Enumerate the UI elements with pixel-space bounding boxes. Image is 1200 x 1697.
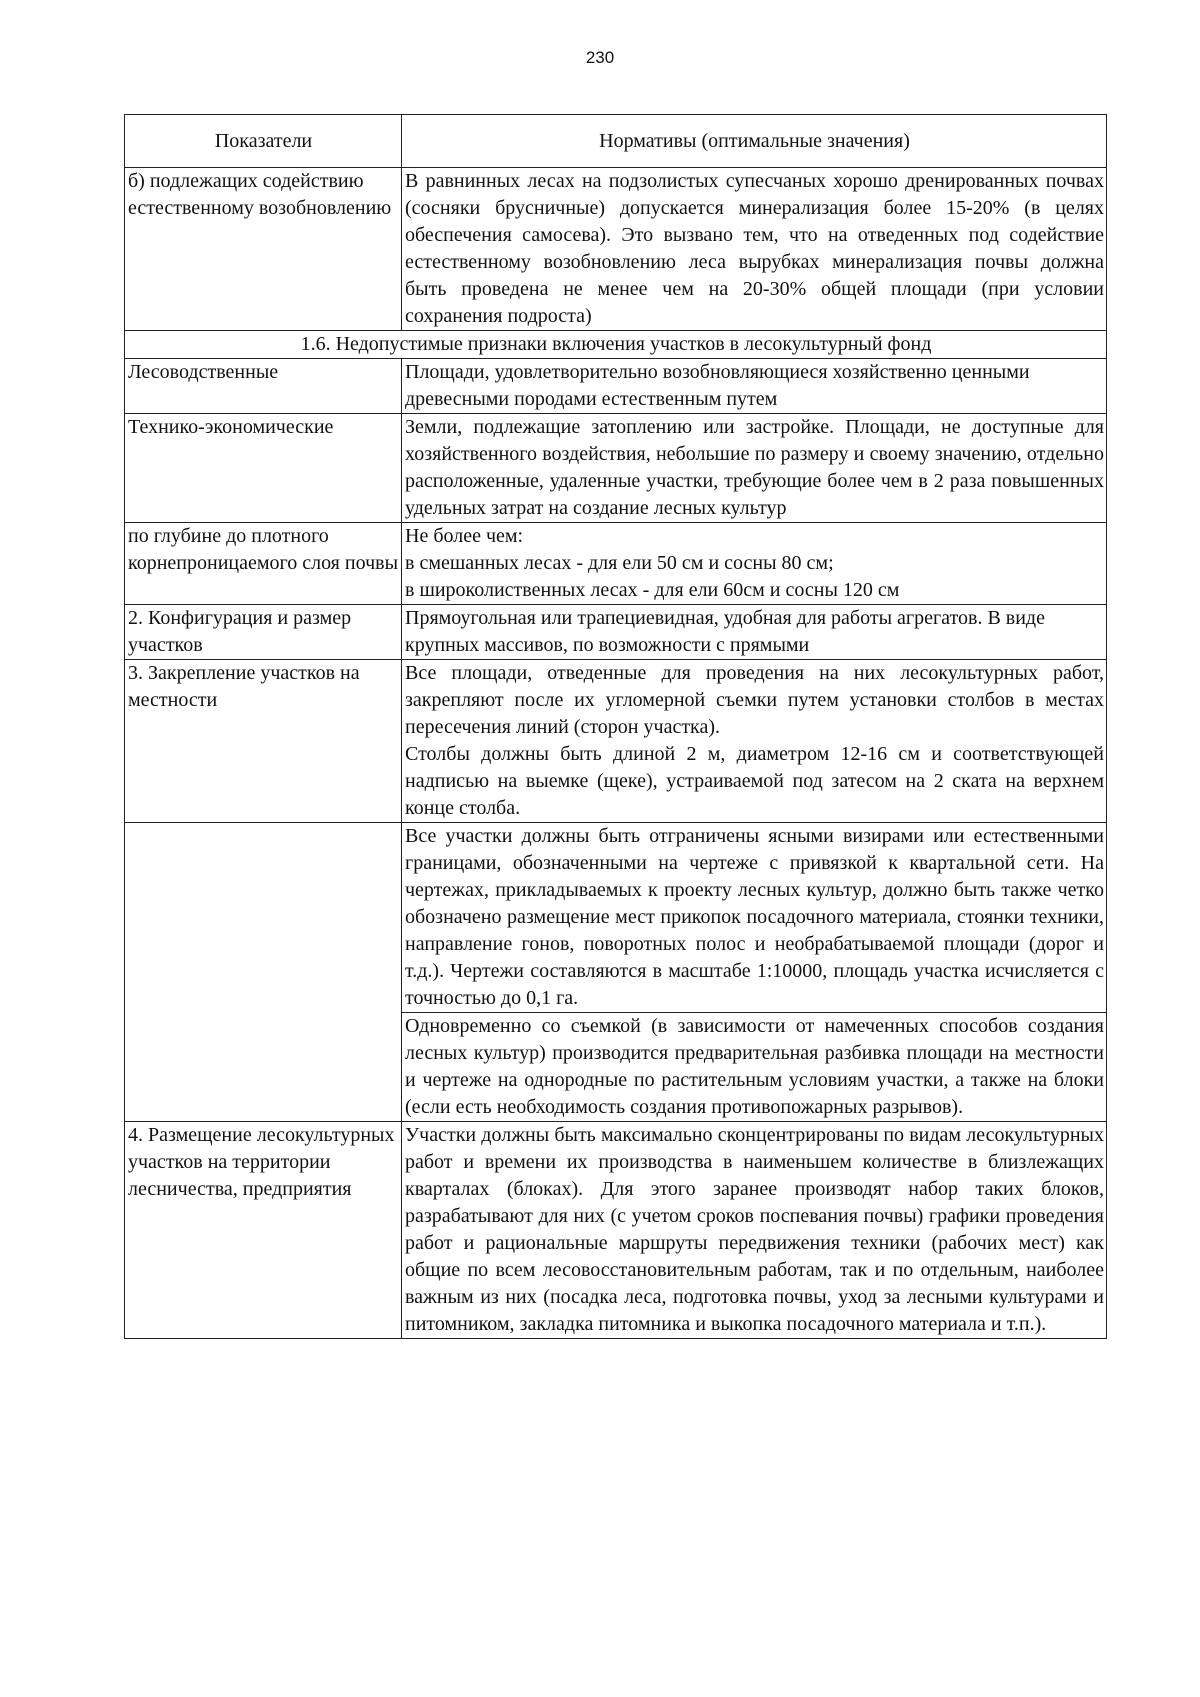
norm-paragraph: Столбы должны быть длиной 2 м, диаметром 12-16 см и соответствующей надписью на выемке (щеке), устраиваемой под затесом на 2 ската на верхнем конце столба. [405,743,1104,819]
page-number: 230 [585,48,615,67]
indicator-cell: 4. Размещение лесокультурных участков на территории лесничества, предприятия [125,1122,402,1339]
indicator-cell [125,823,402,1122]
norm-cell: В равнинных лесах на подзолистых супесчаных хорошо дренированных почвах (сосняки брусничные) допускается минерализация более 15-20% (в целях обеспечения самосева). Это вызвано тем, что на отведенных под содействие естественному возобновлению леса вырубках минерализация почвы должна быть проведена не менее чем на 20-30% общей площади (при условии сохранения подроста) [402,168,1107,331]
indicator-cell: Технико-экономические [125,414,402,523]
norms-table [124,114,1107,1339]
norm-cell [402,660,1107,823]
table-row [125,523,1107,605]
norm-cell: Площади, удовлетворительно возобновляющиеся хозяйственно ценными древесными породами естественным путем [402,359,1107,414]
norm-cell: Одновременно со съемкой (в зависимости от намеченных способов создания лесных культур) производится предварительная разбивка площади на местности и чертеже на однородные по растительным условиям участки, а также на блоки (если есть необходимость создания противопожарных разрывов). [402,1013,1107,1122]
norm-line: в смешанных лесах - для ели 50 см и сосны 80 см; [405,552,834,574]
table-row [125,168,1107,331]
section-row [125,331,1107,359]
section-heading: 1.6. Недопустимые признаки включения участков в лесокультурный фонд [125,331,1107,359]
indicator-cell: 2. Конфигурация и размер участков [125,605,402,660]
table-row [125,823,1107,1013]
table-row [125,414,1107,523]
indicator-cell: 3. Закрепление участков на местности [125,660,402,823]
table-row [125,605,1107,660]
norm-cell: Все участки должны быть отграничены ясными визирами или естественными границами, обозначенными на чертеже с привязкой к квартальной сети. На чертежах, прикладываемых к проекту лесных культур, должно быть также четко обозначено размещение мест прикопок посадочного материала, стоянки техники, направление гонов, поворотных полос и необрабатываемой площади (дорог и т.д.). Чертежи составляются в масштабе 1:10000, площадь участка исчисляется с точностью до 0,1 га. [402,823,1107,1013]
norm-cell [402,523,1107,605]
indicator-cell: Лесоводственные [125,359,402,414]
norm-line: Не более чем: [405,525,524,547]
column-header-indicators: Показатели [125,115,402,168]
table-row [125,359,1107,414]
norm-cell: Земли, подлежащие затоплению или застройке. Площади, не доступные для хозяйственного воздействия, небольшие по размеру и своему значению, отдельно расположенные, удаленные участки, требующие более чем в 2 раза повышенных удельных затрат на создание лесных культур [402,414,1107,523]
indicator-cell: по глубине до плотного корнепроницаемого слоя почвы [125,523,402,605]
table-row [125,1122,1107,1339]
norm-paragraph: Все площади, отведенные для проведения на них лесокультурных работ, закрепляют после их угломерной съемки путем установки столбов в местах пересечения линий (сторон участка). [405,662,1104,738]
column-header-norms: Нормативы (оптимальные значения) [402,115,1107,168]
table-header-row [125,115,1107,168]
norm-cell: Прямоугольная или трапециевидная, удобная для работы агрегатов. В виде крупных массивов, по возможности с прямыми [402,605,1107,660]
norm-cell: Участки должны быть максимально сконцентрированы по видам лесокультурных работ и времени их производства в наименьшем количестве в близлежащих кварталах (блоках). Для этого заранее производят набор таких блоков, разрабатывают для них (с учетом сроков поспевания почвы) графики проведения работ и рациональные маршруты передвижения техники (рабочих мест) как общие по всем лесовосстановительным работам, так и по отдельным, наиболее важным из них (посадка леса, подготовка почвы, уход за лесными культурами и питомником, закладка питомника и выкопка посадочного материала и т.п.). [402,1122,1107,1339]
indicator-cell: б) подлежащих содействию естественному возобновлению [125,168,402,331]
table-row [125,660,1107,823]
norm-line: в широколиственных лесах - для ели 60см и сосны 120 см [405,579,900,601]
